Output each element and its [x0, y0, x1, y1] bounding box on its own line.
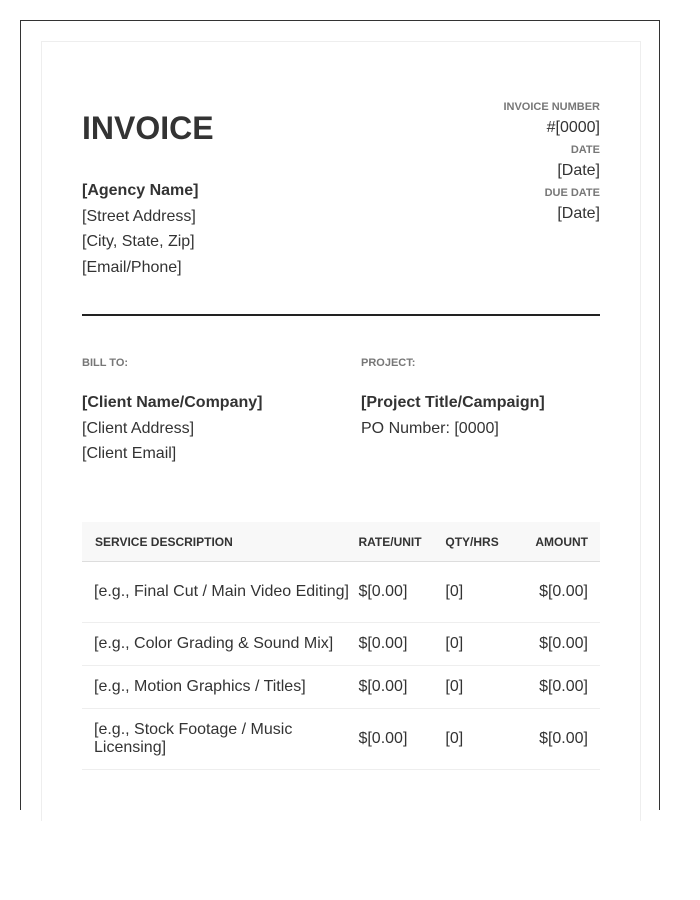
- due-date-value: [Date]: [557, 205, 600, 222]
- table-row: [82, 666, 600, 709]
- header-amount: AMOUNT: [522, 522, 600, 562]
- row-description: [e.g., Color Grading & Sound Mix]: [82, 623, 358, 666]
- agency-name: [Agency Name]: [82, 182, 199, 199]
- row-amount: $[0.00]: [522, 709, 600, 770]
- row-amount: $[0.00]: [522, 562, 600, 623]
- project-label: PROJECT:: [361, 357, 416, 369]
- row-qty: [0]: [445, 562, 522, 623]
- client-name: [Client Name/Company]: [82, 394, 263, 411]
- invoice-number-value: #[0000]: [546, 119, 600, 136]
- row-rate: $[0.00]: [358, 666, 445, 709]
- table-header-row: [82, 522, 600, 562]
- agency-contact: [Email/Phone]: [82, 258, 182, 276]
- bill-to-label: BILL TO:: [82, 357, 129, 369]
- agency-city: [City, State, Zip]: [82, 233, 195, 250]
- date-label: DATE: [570, 144, 600, 156]
- client-address: [Client Address]: [82, 419, 195, 437]
- table-row: [82, 709, 600, 770]
- bill-to-block: [82, 390, 262, 467]
- row-description: [e.g., Stock Footage / Music Licensing]: [82, 709, 358, 770]
- project-title: [Project Title/Campaign]: [361, 394, 545, 411]
- row-qty: [0]: [445, 623, 522, 666]
- row-amount: $[0.00]: [522, 666, 600, 709]
- due-date-label: DUE DATE: [544, 187, 600, 199]
- agency-block: [82, 178, 198, 280]
- services-table: [82, 522, 600, 770]
- header-rate-unit: RATE/UNIT: [358, 522, 445, 562]
- row-amount: $[0.00]: [522, 623, 600, 666]
- row-qty: [0]: [445, 666, 522, 709]
- agency-street: [Street Address]: [82, 207, 196, 225]
- row-description: [e.g., Final Cut / Main Video Editing]: [82, 562, 358, 623]
- row-rate: $[0.00]: [358, 709, 445, 770]
- row-description: [e.g., Motion Graphics / Titles]: [82, 666, 358, 709]
- header-qty-hrs: QTY/HRS: [445, 522, 522, 562]
- invoice-meta: [503, 98, 600, 229]
- date-value: [Date]: [557, 162, 600, 179]
- client-email: [Client Email]: [82, 445, 177, 462]
- invoice-title: INVOICE: [82, 110, 214, 146]
- row-qty: [0]: [445, 709, 522, 770]
- row-rate: $[0.00]: [358, 623, 445, 666]
- row-rate: $[0.00]: [358, 562, 445, 623]
- table-row: [82, 562, 600, 623]
- project-block: [361, 390, 545, 441]
- header-divider: [82, 314, 600, 316]
- header-service-description: SERVICE DESCRIPTION: [82, 522, 358, 562]
- po-number: PO Number: [0000]: [361, 419, 499, 437]
- invoice-number-label: INVOICE NUMBER: [503, 101, 600, 113]
- table-row: [82, 623, 600, 666]
